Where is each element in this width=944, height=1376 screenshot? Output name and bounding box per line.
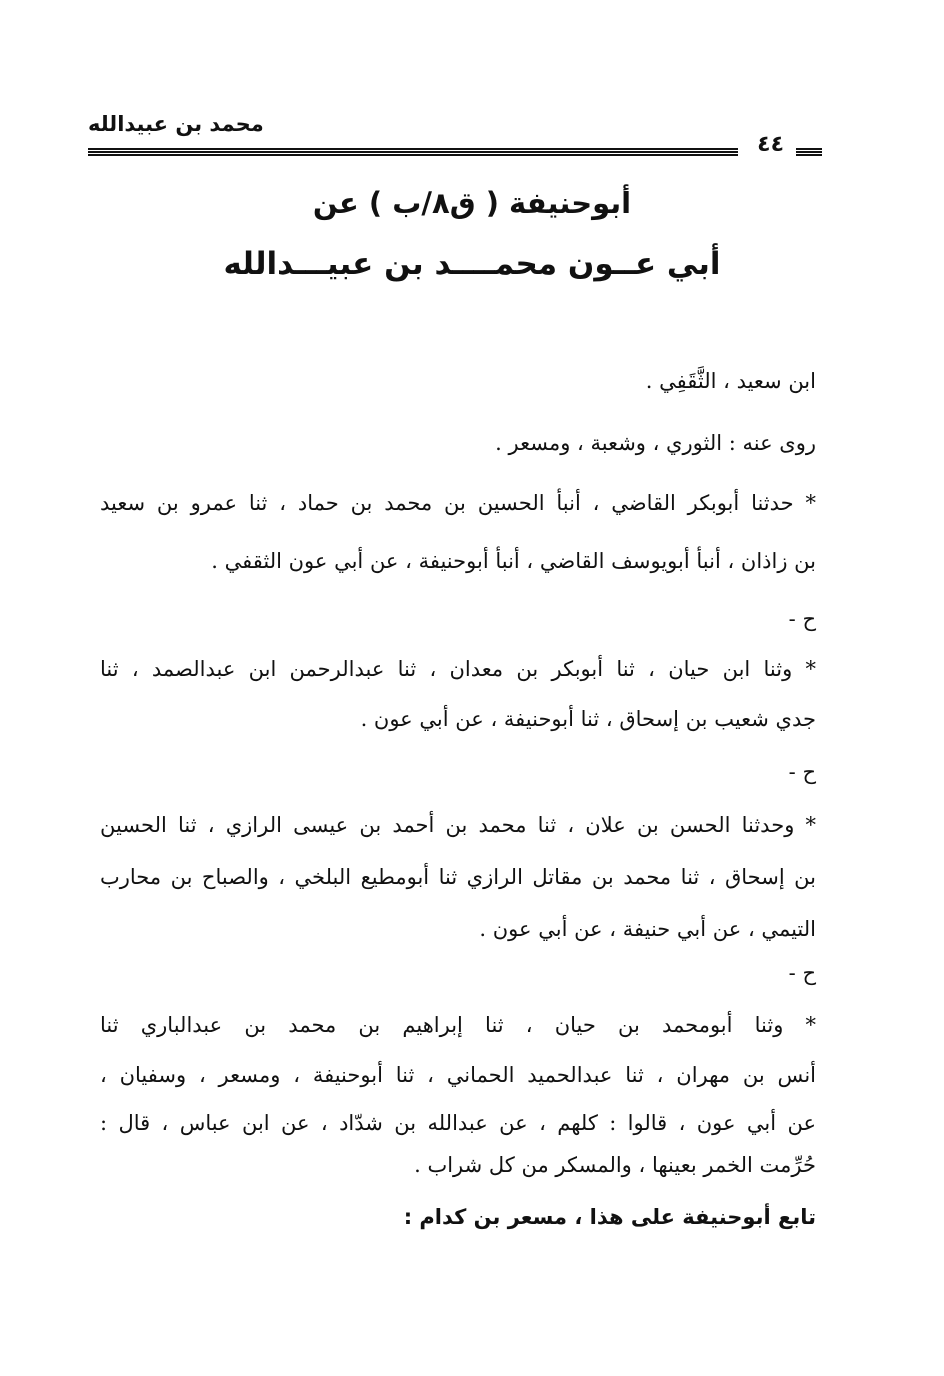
text-line: بن إسحاق ، ثنا محمد بن مقاتل الرازي ثنا أبومطيع البلخي ، والصباح بن محارب <box>100 865 816 889</box>
text-line: حُرِّمت الخمر بعينها ، والمسكر من كل شراب . <box>414 1153 816 1177</box>
text-line: عن أبي عون ، قالوا : كلهم ، عن عبدالله بن شدّاد ، عن ابن عباس ، قال : <box>100 1111 816 1135</box>
text-line: بن زاذان ، أنبأ أبويوسف القاضي ، أنبأ أبوحنيفة ، عن أبي عون الثقفي . <box>211 549 816 573</box>
text-line: جدي شعيب بن إسحاق ، ثنا أبوحنيفة ، عن أبي عون . <box>360 707 816 731</box>
running-title: محمد بن عبيدالله <box>88 112 264 136</box>
text-line: ح - <box>788 760 816 784</box>
header-rule-end <box>796 148 822 157</box>
text-line: * وثنا ابن حيان ، ثنا أبوبكر بن معدان ، ثنا عبدالرحمن ابن عبدالصمد ، ثنا <box>100 657 816 681</box>
text-line: * وحدثنا الحسن بن علان ، ثنا محمد بن أحمد بن عيسى الرازي ، ثنا الحسين <box>100 813 816 837</box>
section-title-line-2: أبي عــون محمــــد بن عبيـــدالله <box>223 246 721 282</box>
page-number: ٤٤ <box>757 132 784 157</box>
text-line: روى عنه : الثوري ، وشعبة ، ومسعر . <box>495 431 816 455</box>
text-line: * حدثنا أبوبكر القاضي ، أنبأ الحسين بن محمد بن حماد ، ثنا عمرو بن سعيد <box>100 491 816 515</box>
text-line: أنس بن مهران ، ثنا عبدالحميد الحماني ، ثنا أبوحنيفة ، ومسعر ، وسفيان ، <box>100 1063 816 1087</box>
text-line: * وثنا أبومحمد بن حيان ، ثنا إبراهيم بن محمد بن عبدالباري ثنا <box>100 1013 816 1037</box>
text-line: التيمي ، عن أبي حنيفة ، عن أبي عون . <box>479 917 816 941</box>
subheading-line: تابع أبوحنيفة على هذا ، مسعر بن كدام : <box>403 1205 816 1229</box>
text-line: ح - <box>788 607 816 631</box>
text-line: ابن سعيد ، الثَّقَفِي . <box>645 369 816 393</box>
section-title-line-1: أبوحنيفة ( ق٨/ب ) عن <box>312 186 632 220</box>
running-header <box>88 112 822 162</box>
header-rule <box>88 148 738 157</box>
text-line: ح - <box>788 961 816 985</box>
